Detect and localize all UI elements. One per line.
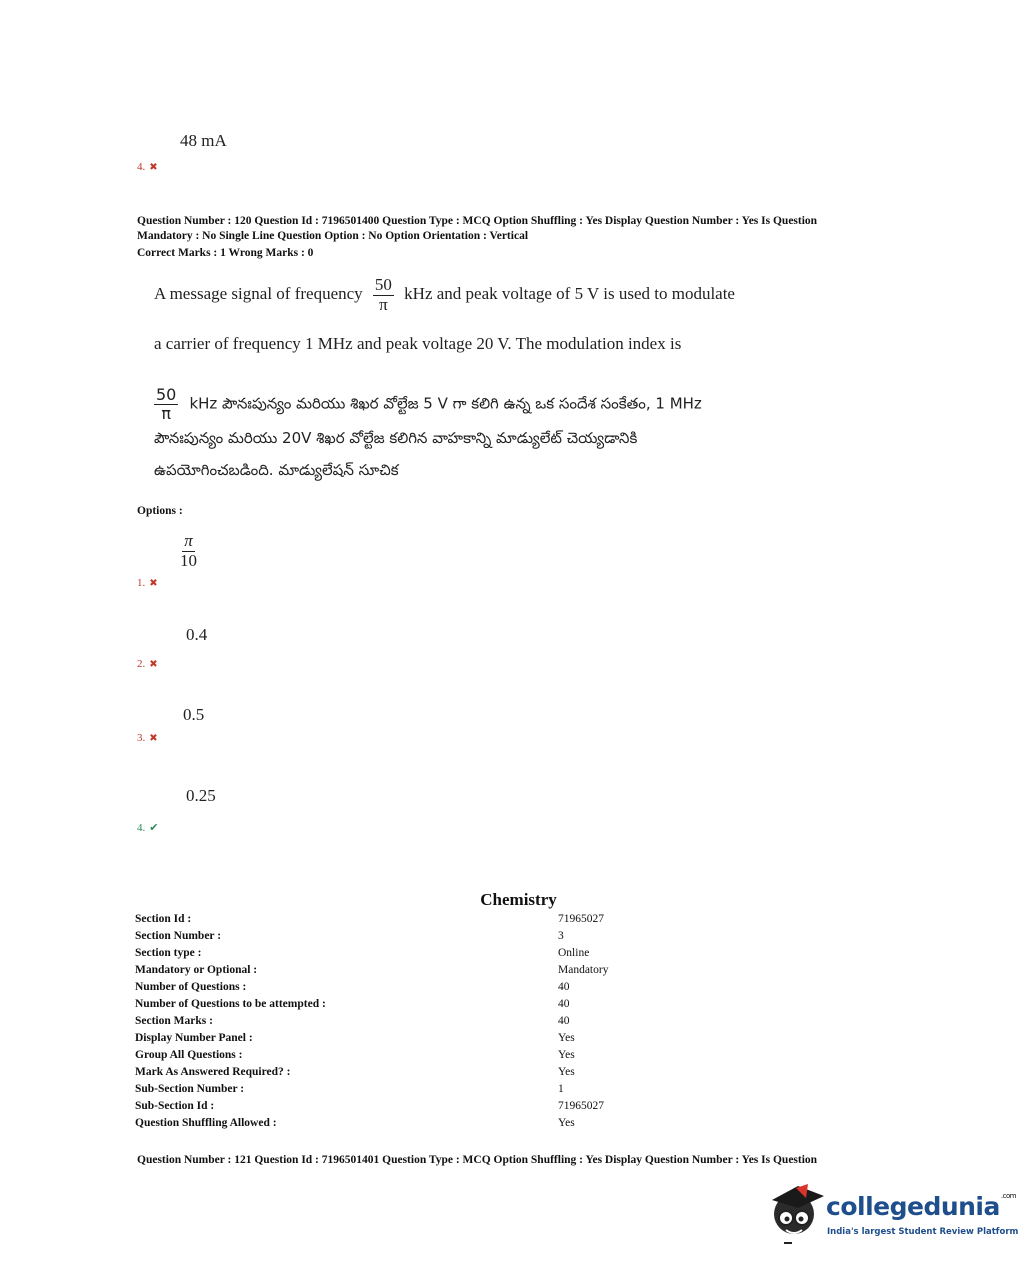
check-mark-icon: ✔: [149, 822, 159, 834]
telugu-line2: పౌనఃపున్యం మరియు 20V శిఖర వోల్టేజ కలిగిన వాహకాన్ని మాడ్యులేట్ చెయ్యడానికి: [154, 429, 638, 448]
fraction-numerator: 50: [374, 275, 392, 294]
option-3-value: 0.5: [183, 705, 205, 724]
options-label: Options :: [137, 505, 183, 517]
section-info-label: Section Id :: [135, 913, 192, 925]
section-info-table: [135, 913, 835, 1143]
question-marks-line: Correct Marks : 1 Wrong Marks : 0: [137, 247, 314, 259]
logo-name: collegedunia: [826, 1192, 1000, 1221]
frequency-fraction: [373, 276, 394, 314]
option-2-number: [137, 658, 158, 670]
section-info-row: [135, 1117, 835, 1134]
section-info-label: Sub-Section Number :: [135, 1083, 245, 1095]
wrong-mark-icon: ✖: [149, 577, 158, 589]
option-4-value: 0.25: [186, 786, 216, 805]
prev-option-value: 48 mA: [180, 131, 227, 150]
section-info-label: Mark As Answered Required? :: [135, 1066, 291, 1078]
section-info-value: Online: [558, 947, 590, 959]
section-info-value: 40: [558, 998, 570, 1010]
question-meta-line2: Mandatory : No Single Line Question Option : No Option Orientation : Vertical: [137, 230, 529, 242]
telugu-line1: [154, 386, 794, 422]
section-info-value: 71965027: [558, 913, 604, 925]
section-info-row: [135, 981, 835, 998]
section-info-value: Yes: [558, 1032, 575, 1044]
telugu-line3: ఉపయోగించబడింది. మాడ్యులేషన్ సూచిక: [154, 461, 399, 480]
section-info-value: 71965027: [558, 1100, 604, 1112]
section-info-label: Sub-Section Id :: [135, 1100, 215, 1112]
collegedunia-logo: [766, 1178, 1019, 1248]
section-info-row: [135, 964, 835, 981]
logo-suffix: .com: [1000, 1192, 1017, 1200]
telugu-fraction-denominator: π: [161, 403, 171, 423]
option-1-number: [137, 577, 158, 589]
question-meta-line1: Question Number : 120 Question Id : 7196501400 Question Type : MCQ Option Shuffling : Yes Display Question Number : Yes Is Question: [137, 215, 818, 227]
fraction-denominator: π: [379, 294, 388, 314]
section-info-value: Mandatory: [558, 964, 609, 976]
wrong-mark-icon: ✖: [149, 658, 158, 670]
section-info-value: Yes: [558, 1049, 575, 1061]
question-text-part1: A message signal of frequency: [154, 284, 363, 304]
section-info-row: [135, 1083, 835, 1100]
section-info-label: Group All Questions :: [135, 1049, 243, 1061]
section-info-value: 3: [558, 930, 564, 942]
section-info-row: [135, 913, 835, 930]
option-number-label: 3.: [137, 732, 146, 744]
section-info-row: [135, 1100, 835, 1117]
section-info-label: Section Marks :: [135, 1015, 213, 1027]
telugu-fraction-numerator: 50: [156, 385, 177, 404]
question-meta: [137, 214, 897, 261]
option-number-label: 4.: [137, 821, 146, 834]
section-info-row: [135, 1032, 835, 1049]
telugu-line1-text: kHz పౌనఃపున్యం మరియు శిఖర వోల్టేజ 5 V గా కలిగి ఉన్న ఒక సందేశ సంకేతం, 1 MHz: [189, 394, 702, 413]
option-2-value: 0.4: [186, 625, 208, 644]
section-info-value: Yes: [558, 1066, 575, 1078]
section-info-label: Section type :: [135, 947, 202, 959]
section-info-row: [135, 947, 835, 964]
section-info-value: 40: [558, 981, 570, 993]
prev-option-number: [137, 161, 158, 173]
section-info-label: Section Number :: [135, 930, 222, 942]
question-text-english-line2: a carrier of frequency 1 MHz and peak voltage 20 V. The modulation index is: [154, 334, 682, 353]
section-info-row: [135, 930, 835, 947]
section-info-value: Yes: [558, 1117, 575, 1129]
logo-mascot-icon: [766, 1178, 826, 1248]
logo-tagline: India's largest Student Review Platform: [827, 1227, 1019, 1237]
option-number-label: 4.: [137, 161, 146, 173]
option-1-numerator: π: [184, 531, 193, 550]
option-1-value: [178, 532, 199, 570]
section-info-value: 1: [558, 1083, 564, 1095]
section-info-label: Number of Questions to be attempted :: [135, 998, 326, 1010]
section-title: Chemistry: [480, 890, 557, 909]
section-info-row: [135, 1049, 835, 1066]
option-number-label: 1.: [137, 577, 146, 589]
section-info-row: [135, 998, 835, 1015]
option-3-number: [137, 732, 158, 744]
section-info-value: 40: [558, 1015, 570, 1027]
section-info-label: Question Shuffling Allowed :: [135, 1117, 277, 1129]
section-info-row: [135, 1066, 835, 1083]
option-1-fraction: [178, 532, 199, 570]
telugu-frequency-fraction: [154, 386, 178, 422]
logo-wordmark: [826, 1192, 1016, 1221]
option-4-number: [137, 821, 158, 834]
question-text-telugu: [154, 386, 794, 486]
wrong-mark-icon: ✖: [149, 161, 158, 173]
question-text-part2: kHz and peak voltage of 5 V is used to modulate: [404, 284, 735, 304]
next-question-meta: Question Number : 121 Question Id : 7196501401 Question Type : MCQ Option Shuffling : Yes Display Question Number : Yes Is Question: [137, 1154, 818, 1166]
option-1-denominator: 10: [180, 550, 197, 570]
question-text-english-line1: [154, 276, 735, 314]
wrong-mark-icon: ✖: [149, 732, 158, 744]
section-info-label: Display Number Panel :: [135, 1032, 253, 1044]
section-info-row: [135, 1015, 835, 1032]
option-number-label: 2.: [137, 658, 146, 670]
section-info-label: Mandatory or Optional :: [135, 964, 258, 976]
section-info-label: Number of Questions :: [135, 981, 247, 993]
